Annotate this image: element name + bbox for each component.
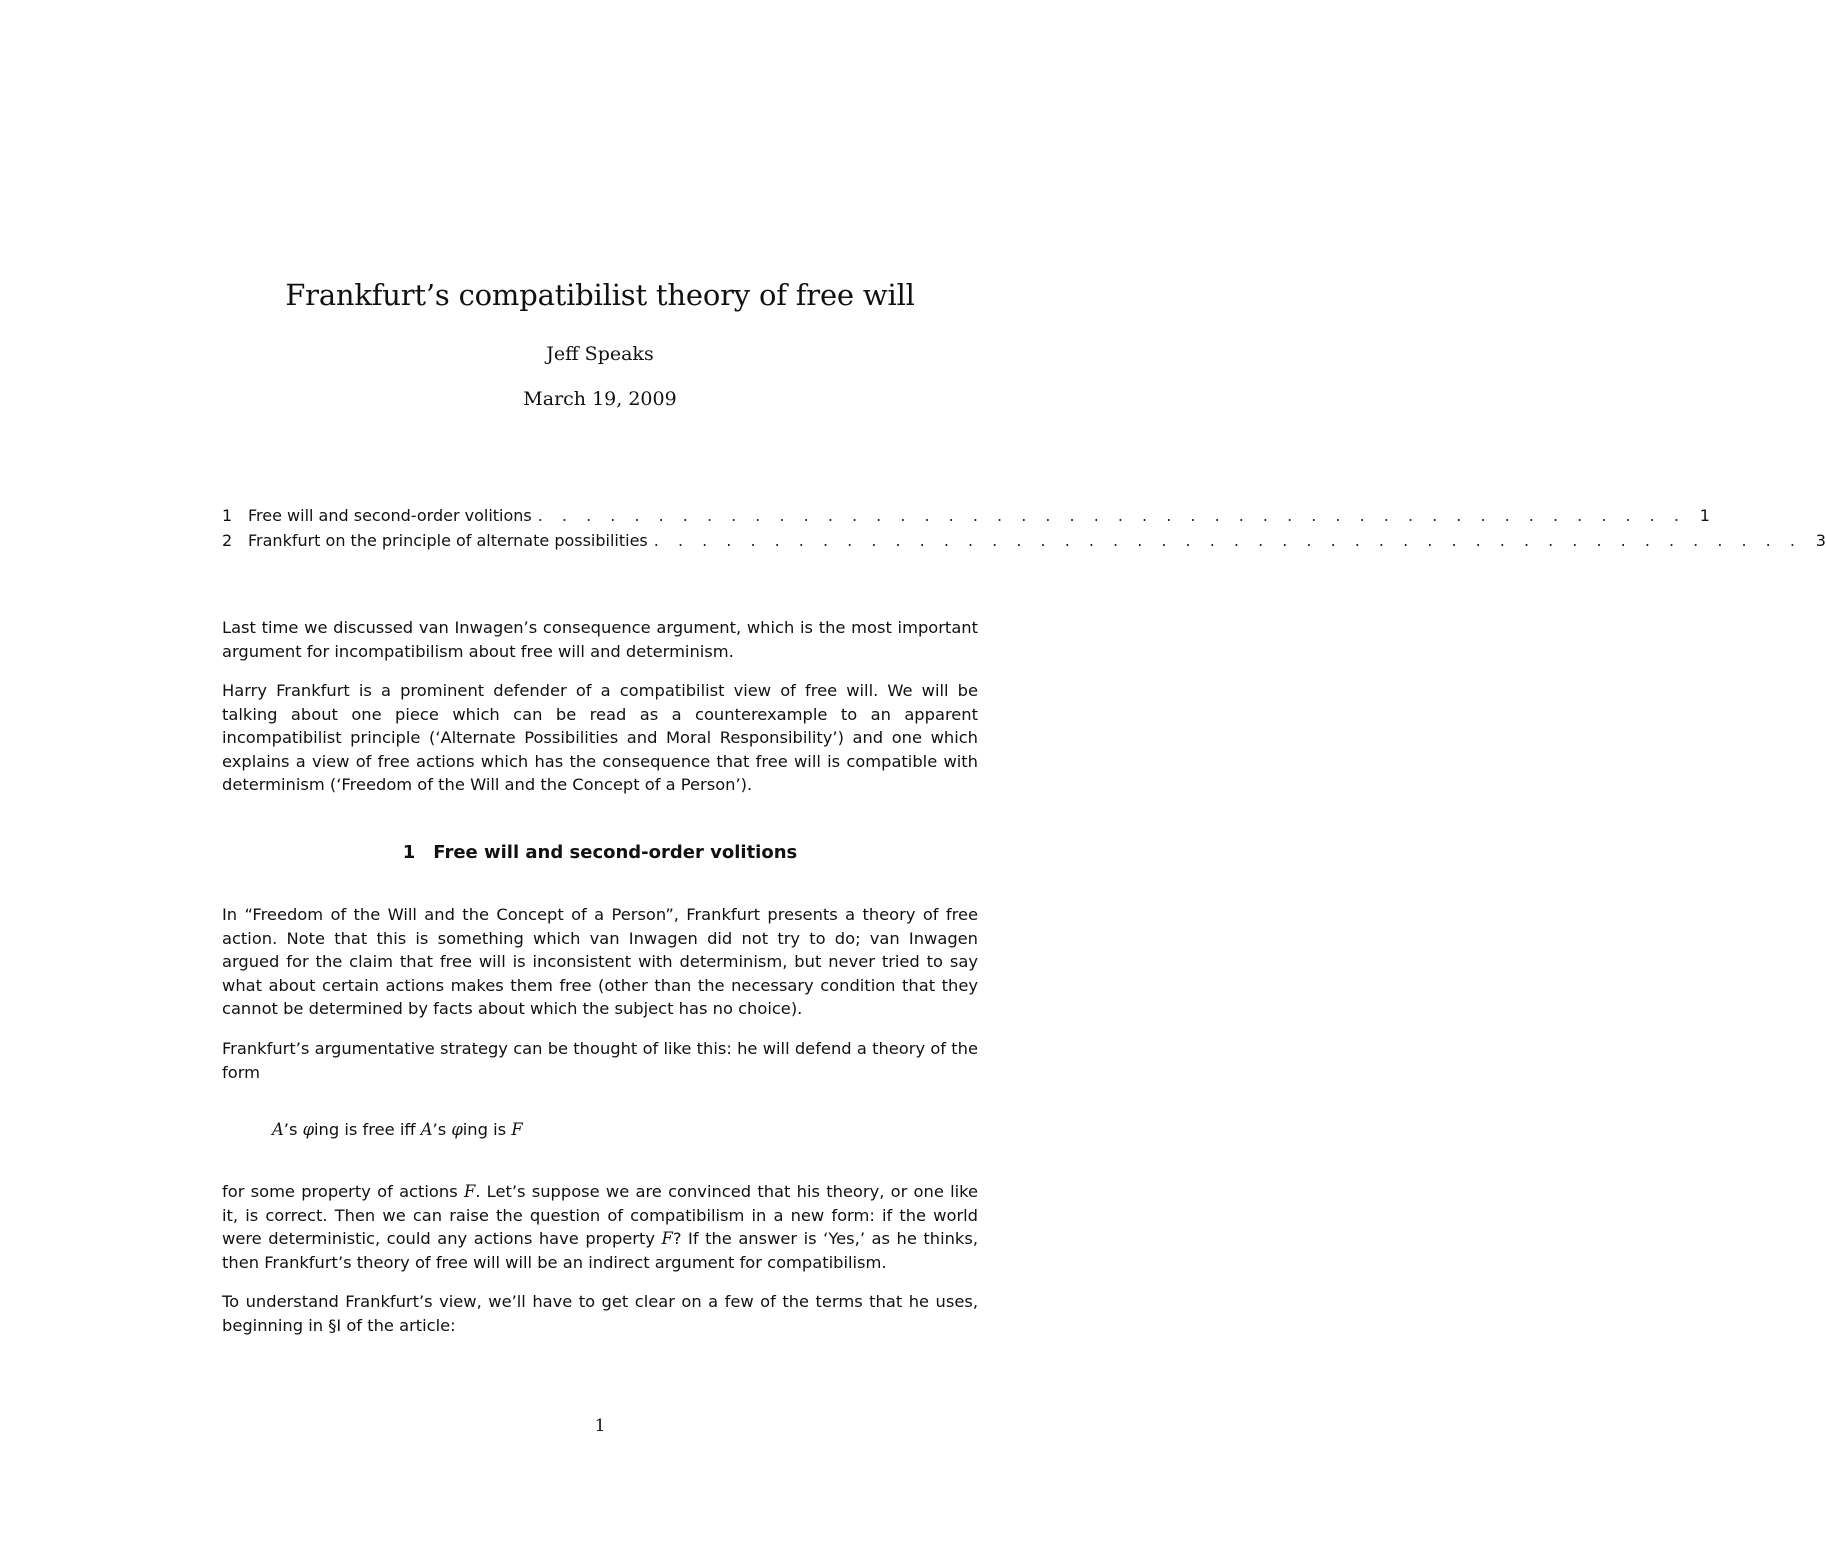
theory-formula [272, 1120, 523, 1139]
formula-text: ing is [462, 1120, 512, 1139]
property-variable: F [463, 1182, 476, 1201]
toc-entry-page: 1 [1699, 506, 1710, 525]
section1-paragraph-1: In “Freedom of the Will and the Concept of a Person”, Frankfurt presents a theory of free action. Note that this is something which van Inwagen did not try to do; van Inwagen argued for the claim that free will is inconsistent with determinism, but never tried to say what about certain actions makes them free (other than the necessary condition that they cannot be determined by facts about which the subject has no choice). [222, 905, 978, 1019]
table-of-contents [222, 506, 1826, 556]
section1-paragraph-2: Frankfurt’s argumentative strategy can be thought of like this: he will defend a theory of the form [222, 1039, 978, 1082]
formula-text: ’s [283, 1120, 303, 1139]
property-variable: F [661, 1229, 673, 1249]
paper-title: Frankfurt’s compatibilist theory of free will [285, 278, 915, 312]
section-title: Free will and second-order volitions [433, 842, 798, 863]
page-number: 1 [594, 1416, 606, 1436]
toc-entry-1[interactable] [222, 506, 1710, 531]
formula-text: ’s [432, 1120, 452, 1139]
section-number: 1 [402, 842, 416, 863]
section-heading-1 [0, 842, 1200, 863]
paragraph-text: ? If the answer is ‘Yes,’ as he thinks, then Frankfurt’s theory of free will will be an indirect argument for compatibilism. [222, 1229, 979, 1272]
formula-agent: A [272, 1120, 284, 1139]
toc-entry-number: 1 [222, 506, 233, 525]
toc-entry-number: 2 [222, 531, 233, 550]
formula-property: F [511, 1120, 523, 1139]
formula-text: ing is free iff [314, 1120, 421, 1139]
paragraph-text: . Let’s suppose we are convinced that his theory, or one like it, is correct. Then we can raise the question of compatibilism in a new form: if the world were deterministic, could any actions have property [222, 1182, 978, 1249]
formula-phi: φ [302, 1120, 315, 1139]
intro-paragraph-1: Last time we discussed van Inwagen’s consequence argument, which is the most important argument for incompatibilism about free will and determinism. [222, 618, 978, 661]
section1-paragraph-3 [222, 1180, 978, 1274]
publication-date: March 19, 2009 [523, 388, 677, 410]
section1-paragraph-4: To understand Frankfurt’s view, we’ll have to get clear on a few of the terms that he uses, beginning in §I of the article: [222, 1292, 978, 1335]
author-name: Jeff Speaks [546, 343, 654, 365]
toc-leader-dots: . . . . . . . . . . . . . . . . . . . . . . . . . . . . . . . . . . . . . . . . . . . . . . . . [537, 506, 1686, 525]
formula-phi: φ [451, 1120, 463, 1139]
paragraph-text: for some property of actions [222, 1182, 464, 1201]
toc-entry-title: Frankfurt on the principle of alternate possibilities [248, 531, 648, 550]
intro-paragraph-2: Harry Frankfurt is a prominent defender of a compatibilist view of free will. We will be talking about one piece which can be read as a counterexample to an apparent incompatibilist principle (‘Alternate Possibilities and Moral Responsibility’) and one which explains a view of free actions which has the consequence that free will is compatible with determinism (‘Freedom of the Will and the Concept of a Person’). [222, 681, 978, 795]
formula-agent: A [420, 1120, 433, 1139]
toc-entry-page: 3 [1815, 531, 1826, 550]
toc-entry-2[interactable] [222, 531, 1826, 556]
toc-leader-dots: . . . . . . . . . . . . . . . . . . . . . . . . . . . . . . . . . . . . . . . . . . . . . . . . [653, 531, 1802, 550]
toc-entry-title: Free will and second-order volitions [248, 506, 532, 525]
